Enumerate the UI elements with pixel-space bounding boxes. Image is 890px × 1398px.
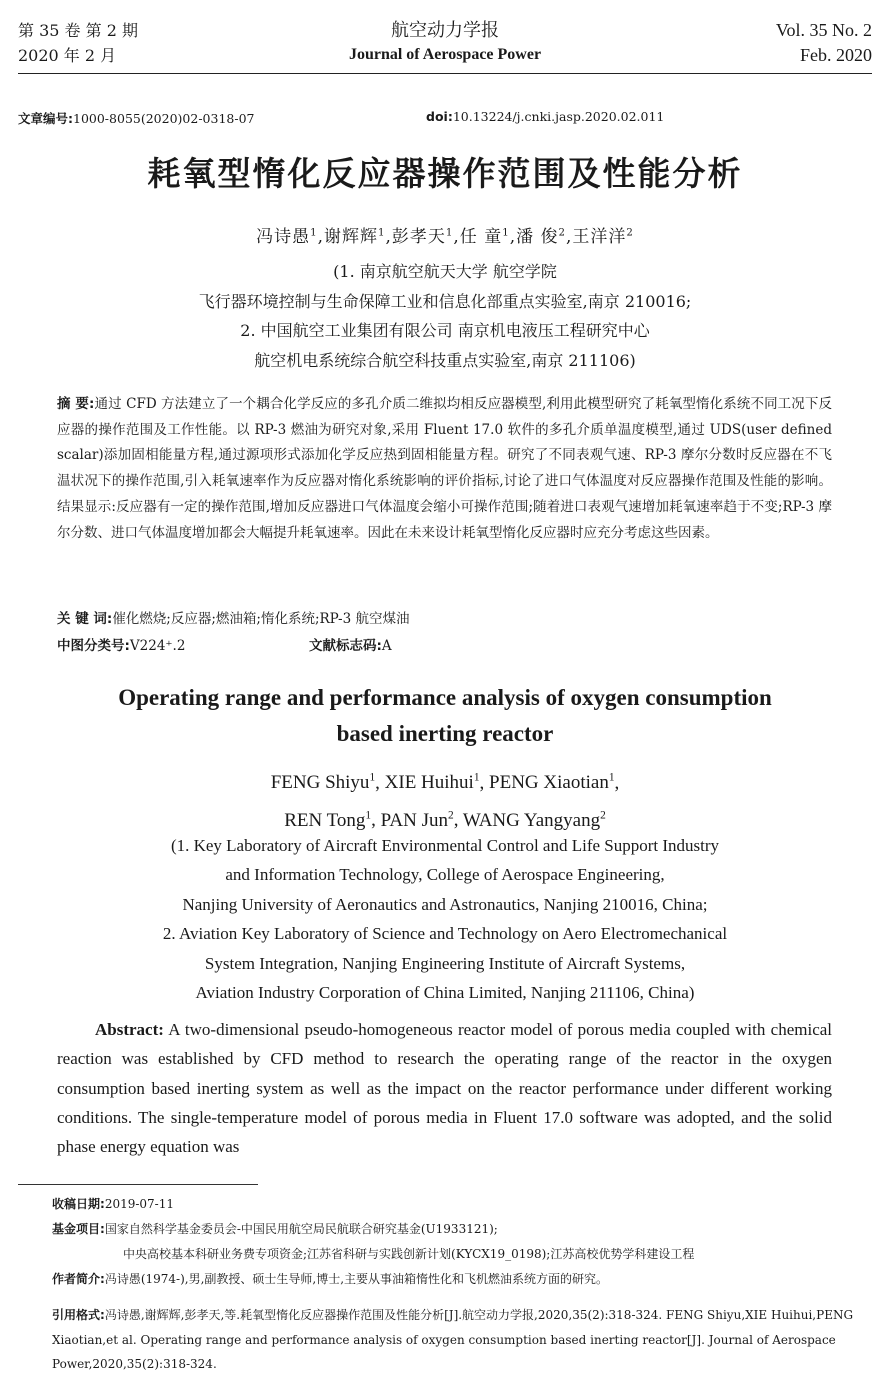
title-cn: 耗氧型惰化反应器操作范围及性能分析 <box>147 154 743 193</box>
author-affiliation-mark: 1 <box>445 227 454 239</box>
affiliation-line: 2. 中国航空工业集团有限公司 南京机电液压工程研究中心 <box>240 321 650 340</box>
affiliations-en <box>0 831 890 1007</box>
authors-en <box>0 762 890 837</box>
affiliation-line: System Integration, Nanjing Engineering Institute of Aircraft Systems, <box>204 953 686 973</box>
abstract-en-text: A two-dimensional pseudo-homogeneous reactor model of porous media coupled with chemical reaction was established by CFD method to research the operating range of the reactor in the oxygen consumption based inerting system as well as the impact on the reactor performance under different working conditions. The single-temperature model of porous media in Fluent 17.0 software was adopted, and the solid phase energy equation was <box>57 1020 833 1157</box>
title-en <box>0 680 890 752</box>
title-en-line: based inerting reactor <box>336 721 554 746</box>
author-name: 任 童$^1$ <box>459 227 510 247</box>
authors-en-line: REN Tong$^1$, PAN Jun$^2$, WANG Yangyang$^2$ <box>284 809 606 831</box>
author-name: REN Tong$^1$ <box>284 809 372 831</box>
citation-label: 引用格式: <box>52 1308 105 1322</box>
author-name: 冯诗愚$^1$ <box>256 227 318 247</box>
author-affiliation-mark: 2 <box>558 227 566 239</box>
affiliation-line: (1. Key Laboratory of Aircraft Environmental Control and Life Support Industry <box>170 836 720 855</box>
keywords-text: 催化燃烧;反应器;燃油箱;惰化系统;RP-3 航空煤油 <box>112 611 410 627</box>
volume-issue-cn: 第 35 卷 第 2 期 <box>18 21 138 40</box>
doi: doi:10.13224/j.cnki.jasp.2020.02.011 <box>426 109 665 124</box>
affiliation-line: Aviation Industry Corporation of China Limited, Nanjing 211106, China) <box>195 983 695 1003</box>
author-name: 谢辉辉$^1$ <box>324 227 386 247</box>
author-affiliation-mark: 1 <box>473 772 480 784</box>
authors-cn: 冯诗愚$^1$,谢辉辉$^1$,彭孝天$^1$,任 童$^1$,潘 俊$^2$,王洋洋$^2$ <box>256 227 634 247</box>
volume-issue-en: Vol. 35 No. 2 <box>775 20 872 40</box>
abstract-cn-label: 摘 要: <box>57 396 95 412</box>
journal-name-cn: 航空动力学报 <box>391 20 499 41</box>
author-name: WANG Yangyang$^2$ <box>462 809 606 831</box>
running-header <box>18 18 872 70</box>
fund-info-continued: 中央高校基本科研业务费专项资金;江苏省科研与实践创新计划(KYCX19_0198);江苏高校优势学科建设工程 <box>123 1247 695 1261</box>
header-rule <box>18 73 872 74</box>
author-affiliation-mark: 2 <box>600 809 606 822</box>
author-name: 潘 俊$^2$ <box>516 227 566 247</box>
article-meta <box>18 109 872 127</box>
clc-number: 中图分类号:V224⁺.2 <box>57 638 186 654</box>
author-affiliation-mark: 1 <box>365 809 372 822</box>
footnotes <box>52 1192 872 1292</box>
affiliation-line: 2. Aviation Key Laboratory of Science and Technology on Aero Electromechanical <box>162 924 728 944</box>
author-name: 彭孝天$^1$ <box>391 227 454 247</box>
citation-format <box>52 1303 872 1377</box>
affiliation-line: and Information Technology, College of Aerospace Engineering, <box>225 865 665 885</box>
affiliations-cn <box>0 257 890 375</box>
abstract-cn-text: 通过 CFD 方法建立了一个耦合化学反应的多孔介质二维拟均相反应器模型,利用此模型研究了耗氧型惰化系统不同工况下反应器的操作范围及工作性能。以 RP-3 燃油为研究对象,采用 Fluent 17.0 软件的多孔介质单温度模型,通过 UDS(user defined scalar)添加固相能量方程,通过源项形式添加化学反应热到固相能量方程。研究了不同表观气速、RP-3 摩尔分数时反应器在不飞温状况下的操作范围,引入耗氧速率作为反应器对惰化系统影响的评价指标,讨论了进口气体温度对反应器操作范围及性能的影响。结果显示:反应器有一定的操作范围,增加反应器进口气体温度会缩小可操作范围;随着进口表观气速增加耗氧速率趋于不变;RP-3 摩尔分数、进口气体温度增加都会大幅提升耗氧速率。因此在未来设计耗氧型惰化反应器时应充分考虑这些因素。 <box>57 396 832 541</box>
author-affiliation-mark: 1 <box>502 227 510 239</box>
author-affiliation-mark: 2 <box>626 227 634 239</box>
affiliation-line: Nanjing University of Aeronautics and Astronautics, Nanjing 210016, China; <box>182 894 708 914</box>
keywords-label: 关 键 词: <box>57 611 113 627</box>
header-center <box>18 18 872 67</box>
journal-name-en: Journal of Aerospace Power <box>348 46 542 63</box>
author-name: XIE Huihui$^1$ <box>384 772 480 794</box>
author-name: PENG Xiaotian$^1$ <box>489 772 615 794</box>
author-affiliation-mark: 1 <box>369 772 376 784</box>
author-affiliation-mark: 2 <box>448 809 454 822</box>
fund-info: 基金项目:国家自然科学基金委员会-中国民用航空局民航联合研究基金(U1933121); <box>52 1222 498 1236</box>
affiliation-line: 航空机电系统综合航空科技重点实验室,南京 211106) <box>254 350 636 370</box>
date-en: Feb. 2020 <box>800 45 872 65</box>
abstract-en-label: Abstract: <box>95 1020 164 1039</box>
affiliation-line: (1. 南京航空航天大学 航空学院 <box>333 262 557 281</box>
author-affiliation-mark: 1 <box>310 227 318 239</box>
author-name: PAN Jun$^2$ <box>380 809 454 831</box>
citation-text: 冯诗愚,谢辉辉,彭孝天,等.耗氧型惰化反应器操作范围及性能分析[J].航空动力学报,2020,35(2):318-324. FENG Shiyu,XIE Huihui,PENG Xiaotian,et al. Operating range and performance analysis of oxygen consumption based inerting reactor[J]. Journal of Aerospace Power,2020,35(2):318-324. <box>52 1308 854 1371</box>
document-code: 文献标志码:A <box>309 638 392 654</box>
footnote-rule <box>18 1184 258 1185</box>
author-name: 王洋洋$^2$ <box>572 227 634 247</box>
header-right <box>776 18 872 68</box>
title-en-line: Operating range and performance analysis of oxygen consumption <box>118 685 772 710</box>
abstract-cn <box>57 392 832 546</box>
date-cn: 2020 年 2 月 <box>18 46 117 65</box>
author-affiliation-mark: 1 <box>608 772 615 784</box>
article-id: 文章编号:1000-8055(2020)02-0318-07 <box>18 111 255 126</box>
classification <box>57 634 832 654</box>
authors-en-line: FENG Shiyu$^1$, XIE Huihui$^1$, PENG Xiaotian$^1$, <box>270 772 620 794</box>
keywords-cn <box>57 607 832 627</box>
abstract-en <box>57 1015 832 1161</box>
author-bio: 作者简介:冯诗愚(1974-),男,副教授、硕士生导师,博士,主要从事油箱惰性化和飞机燃油系统方面的研究。 <box>52 1272 609 1286</box>
author-affiliation-mark: 1 <box>378 227 386 239</box>
author-name: FENG Shiyu$^1$ <box>270 772 376 794</box>
received-date: 收稿日期:2019-07-11 <box>52 1197 174 1211</box>
affiliation-line: 飞行器环境控制与生命保障工业和信息化部重点实验室,南京 210016; <box>198 291 692 311</box>
